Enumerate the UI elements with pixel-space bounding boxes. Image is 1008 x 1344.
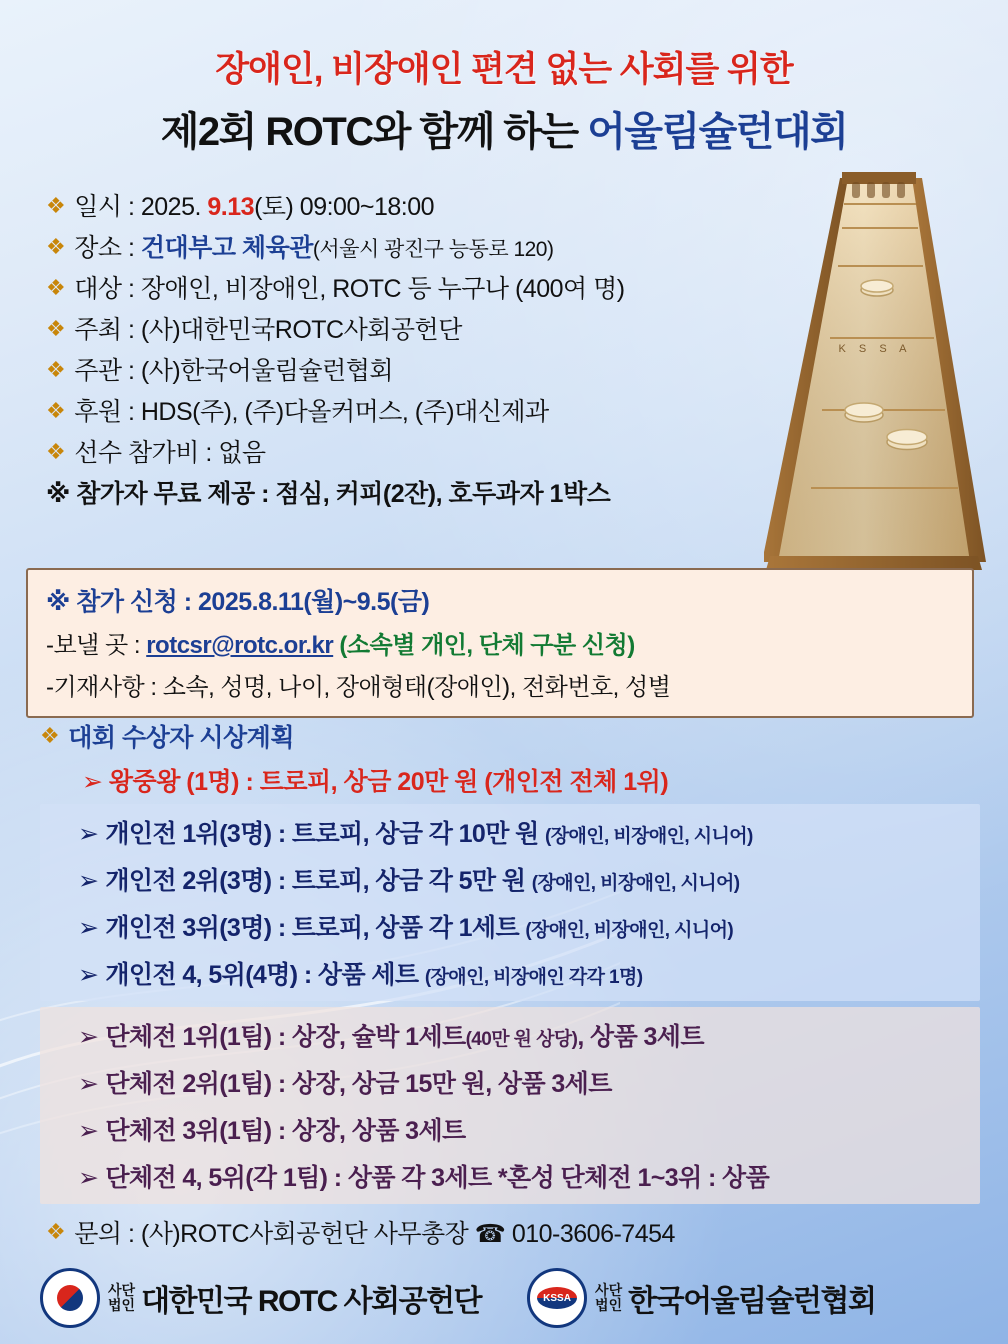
logo-kssa (527, 1268, 875, 1328)
info-date-highlight: 9.13 (207, 193, 255, 221)
event-info-list (46, 192, 826, 520)
award-team-2nd (78, 1064, 980, 1100)
info-row-sponsor (46, 397, 826, 427)
info-place-label: 장소 : (74, 234, 141, 262)
award-team-1st (78, 1017, 980, 1053)
application-required-fields: -기재사항 : 소속, 성명, 나이, 장애형태(장애인), 전화번호, 성별 (46, 674, 671, 701)
award-individual-2nd-main: 개인전 2위(3명) : 트로피, 상금 각 5만 원 (105, 867, 532, 895)
application-destination-label: -보낼 곳 : (46, 632, 147, 659)
arrow-bullet-icon: ➢ (78, 1023, 99, 1051)
award-king-of-kings: ➢ 왕중왕 (1명) : 트로피, 상금 20만 원 (개인전 전체 1위) (82, 768, 669, 796)
title-line-2-highlight: 어울림슐런대회 (587, 110, 848, 154)
application-destination (46, 625, 954, 660)
award-individual-3rd-note: (장애인, 비장애인, 시니어) (525, 920, 734, 941)
diamond-bullet-icon: ❖ (46, 234, 66, 259)
info-row-fee (46, 438, 826, 468)
kssa-corporation-prefix: 사단 법인 (595, 1282, 623, 1313)
award-team-2nd-main: 단체전 2위(1팀) : 상장, 상금 15만 원, 상품 3세트 (105, 1070, 612, 1098)
arrow-bullet-icon: ➢ (78, 1070, 99, 1098)
info-date-tail: (토) 09:00~18:00 (254, 193, 435, 221)
info-row-free-items (46, 479, 826, 509)
info-row-host-text: 주최 : (사)대한민국ROTC사회공헌단 (74, 316, 462, 344)
application-destination-note: (소속별 개인, 단체 구분 신청) (333, 632, 635, 659)
award-team-1st-note: (40만 원 상당) (465, 1029, 578, 1050)
awards-team-group (40, 1007, 980, 1204)
diamond-bullet-icon: ❖ (46, 316, 66, 341)
awards-heading-text: 대회 수상자 시상계획 (68, 724, 294, 752)
title-line-2 (0, 100, 1008, 157)
title-line-2-prefix: 제2회 ROTC와 함께 하는 (160, 110, 588, 154)
info-row-place-text (74, 233, 553, 263)
diamond-bullet-icon: ❖ (46, 398, 66, 423)
diamond-bullet-icon: ❖ (46, 275, 66, 300)
diamond-bullet-icon: ❖ (46, 193, 66, 218)
arrow-bullet-icon: ➢ (78, 820, 99, 848)
info-row-fee-text: 선수 참가비 : 없음 (74, 439, 266, 467)
rotc-emblem-icon (40, 1268, 100, 1328)
taeguk-mark-icon (57, 1285, 83, 1311)
info-row-date-text (74, 192, 434, 222)
award-individual-3rd (78, 908, 980, 944)
board-brand-letters: K S S A (838, 343, 912, 355)
kssa-mark-text: KSSA (537, 1287, 577, 1309)
shuffleboard-photo (764, 170, 986, 570)
info-date-label: 일시 : 2025. (74, 193, 208, 221)
info-row-organizer-text: 주관 : (사)한국어울림슐런협회 (74, 357, 394, 385)
award-team-1st-tail: , 상품 3세트 (577, 1023, 704, 1051)
kssa-emblem-icon (527, 1268, 587, 1328)
award-team-3rd-main: 단체전 3위(1팀) : 상장, 상품 3세트 (105, 1117, 466, 1145)
award-individual-4th-5th-note: (장애인, 비장애인 각각 1명) (424, 967, 643, 988)
info-row-target (46, 274, 826, 304)
rotc-corporation-prefix: 사단 법인 (108, 1282, 136, 1313)
title-line-1: 장애인, 비장애인 편견 없는 사회를 위한 (215, 50, 793, 89)
awards-section (40, 718, 980, 1204)
award-individual-3rd-main: 개인전 3위(3명) : 트로피, 상품 각 1세트 (105, 914, 526, 942)
info-place-highlight: 건대부고 체육관 (140, 234, 313, 262)
info-row-organizer (46, 356, 826, 386)
arrow-bullet-icon: ➢ (78, 1164, 99, 1192)
info-row-host (46, 315, 826, 345)
rotc-org-name: 대한민국 ROTC 사회공헌단 (141, 1285, 482, 1318)
awards-individual-group (40, 804, 980, 1001)
arrow-bullet-icon: ➢ (78, 914, 99, 942)
award-team-1st-main: 단체전 1위(1팀) : 상장, 슐박 1세트 (105, 1023, 466, 1051)
info-place-address: (서울시 광진구 능동로 120) (312, 238, 554, 261)
arrow-bullet-icon: ➢ (78, 961, 99, 989)
arrow-bullet-icon: ➢ (78, 1117, 99, 1145)
poster-title (0, 0, 1008, 157)
info-row-date (46, 192, 826, 222)
info-free-items-text: ※ 참가자 무료 제공 : 점심, 커피(2잔), 호두과자 1박스 (46, 480, 611, 508)
award-team-4th-5th-main: 단체전 4, 5위(각 1팀) : 상품 각 3세트 *혼성 단체전 1~3위 : 상품 (105, 1164, 770, 1192)
info-row-place (46, 233, 826, 263)
award-team-3rd (78, 1111, 980, 1147)
diamond-bullet-icon: ❖ (46, 439, 66, 464)
arrow-bullet-icon: ➢ (78, 867, 99, 895)
info-row-target-text: 대상 : 장애인, 비장애인, ROTC 등 누구나 (400여 명) (74, 275, 625, 303)
contact-text: 문의 : (사)ROTC사회공헌단 사무총장 ☎ 010-3606-7454 (74, 1220, 675, 1248)
kssa-org-name: 한국어울림슐런협회 (628, 1285, 876, 1318)
award-individual-1st-main: 개인전 1위(3명) : 트로피, 상금 각 10만 원 (105, 820, 546, 848)
award-team-4th-5th (78, 1158, 980, 1194)
diamond-bullet-icon: ❖ (40, 723, 60, 748)
award-individual-1st (78, 814, 980, 850)
award-individual-2nd-note: (장애인, 비장애인, 시니어) (531, 873, 740, 894)
award-individual-4th-5th-main: 개인전 4, 5위(4명) : 상품 세트 (105, 961, 425, 989)
logo-rotc-foundation (40, 1268, 481, 1328)
contact-line (46, 1214, 675, 1250)
award-individual-1st-note: (장애인, 비장애인, 시니어) (545, 826, 753, 847)
application-info-box (26, 568, 974, 718)
diamond-bullet-icon: ❖ (46, 1219, 66, 1244)
info-row-sponsor-text: 후원 : HDS(주), (주)다올커머스, (주)대신제과 (74, 398, 549, 426)
application-email-link[interactable]: rotcsr@rotc.or.kr (146, 632, 334, 659)
awards-heading (40, 718, 980, 754)
diamond-bullet-icon: ❖ (46, 357, 66, 382)
award-individual-4th-5th (78, 955, 980, 991)
award-individual-2nd (78, 861, 980, 897)
application-period: ※ 참가 신청 : 2025.8.11(월)~9.5(금) (46, 588, 430, 616)
footer-logos (40, 1268, 970, 1328)
